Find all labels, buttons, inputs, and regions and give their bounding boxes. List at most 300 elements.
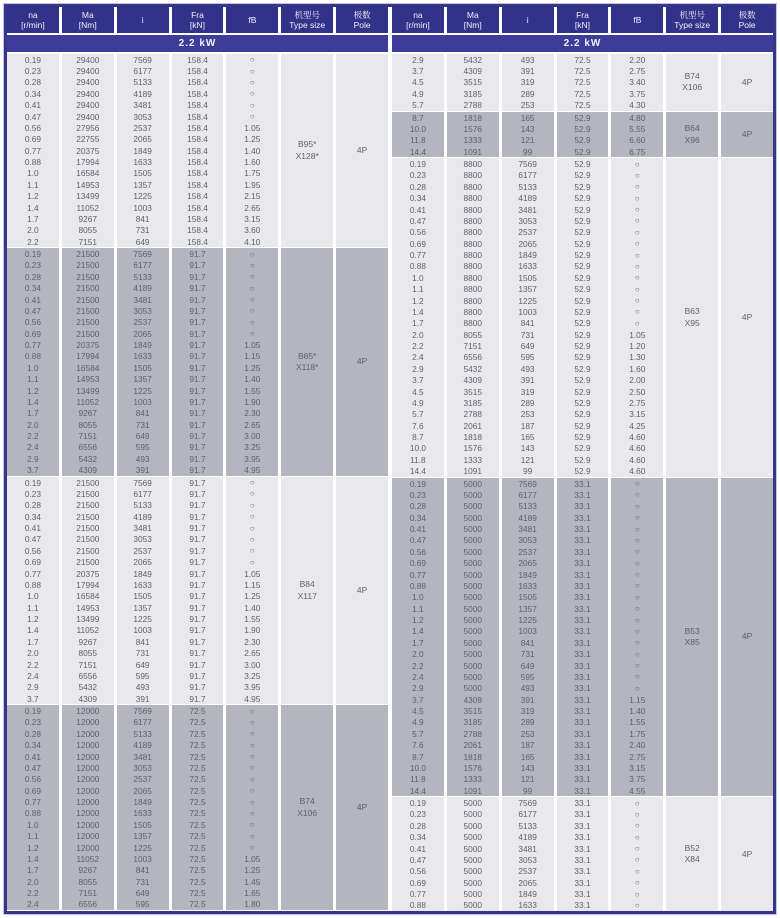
ma-cell: 5000 xyxy=(463,877,482,888)
fb-cell: 2.30 xyxy=(244,408,261,419)
fra-cell: 52.9 xyxy=(574,227,591,238)
na-cell: 0.69 xyxy=(24,328,41,339)
ma-cell: 5432 xyxy=(78,453,97,464)
i-cell: 5133 xyxy=(133,77,152,88)
fb-cell: ○ xyxy=(249,797,255,807)
fb-cell: ○ xyxy=(634,683,640,693)
fb-cell: ○ xyxy=(249,77,255,87)
fra-cell: 33.1 xyxy=(574,843,591,854)
na-cell: 0.77 xyxy=(24,797,41,808)
i-cell: 1505 xyxy=(133,168,152,179)
fb-cell: ○ xyxy=(634,159,640,169)
fb-cell: ○ xyxy=(634,649,640,659)
gear-block xyxy=(392,158,773,477)
i-cell: 4189 xyxy=(133,283,152,294)
i-cell: 1633 xyxy=(518,580,537,591)
na-cell: 0.41 xyxy=(409,843,426,854)
i-cell: 493 xyxy=(135,682,150,693)
i-cell: 2065 xyxy=(518,238,537,249)
fb-cell: ○ xyxy=(249,55,255,65)
i-cell: 841 xyxy=(135,865,150,876)
fra-cell: 158.4 xyxy=(187,145,208,156)
fb-cell: ○ xyxy=(249,706,255,716)
fb-cell: 1.25 xyxy=(244,865,261,876)
pole-label: 4P xyxy=(356,584,368,595)
ma-cell: 14953 xyxy=(76,374,100,385)
fb-cell: ○ xyxy=(249,295,255,305)
na-column xyxy=(392,158,444,477)
ma-cell: 21500 xyxy=(76,511,100,522)
ma-cell: 6556 xyxy=(78,899,97,910)
ma-cell: 29400 xyxy=(76,54,100,65)
ma-cell: 21500 xyxy=(76,305,100,316)
na-cell: 1.1 xyxy=(412,603,424,614)
ma-cell: 7151 xyxy=(78,888,97,899)
na-cell: 4.5 xyxy=(412,386,424,397)
i-cell: 391 xyxy=(520,66,535,77)
spec-table-right xyxy=(392,7,773,911)
ma-cell: 8800 xyxy=(463,318,482,329)
ma-cell: 8800 xyxy=(463,204,482,215)
ma-cell: 12000 xyxy=(76,717,100,728)
ma-cell: 20375 xyxy=(76,340,100,351)
fb-cell: 1.65 xyxy=(244,888,261,899)
type-size-cell xyxy=(281,54,333,247)
fb-cell: 2.65 xyxy=(244,419,261,430)
na-cell: 0.56 xyxy=(24,545,41,556)
ma-column xyxy=(447,54,499,111)
ma-cell: 5000 xyxy=(463,524,482,535)
fra-cell: 52.9 xyxy=(574,341,591,352)
i-cell: 3481 xyxy=(133,523,152,534)
i-cell: 1003 xyxy=(133,625,152,636)
na-cell: 4.9 xyxy=(412,717,424,728)
i-cell: 4189 xyxy=(133,511,152,522)
na-cell: 0.19 xyxy=(24,706,41,717)
ma-cell: 1333 xyxy=(463,454,482,465)
fb-cell: ○ xyxy=(634,250,640,260)
na-cell: 2.2 xyxy=(27,431,39,442)
spec-table-left xyxy=(7,7,388,911)
pole-label: 4P xyxy=(356,802,368,813)
fra-column xyxy=(172,54,224,247)
ma-cell: 1818 xyxy=(463,751,482,762)
fb-column xyxy=(611,478,663,797)
na-cell: 4.5 xyxy=(412,77,424,88)
pole-cell xyxy=(721,478,773,797)
ma-cell: 3515 xyxy=(463,706,482,717)
na-cell: 1.1 xyxy=(27,374,39,385)
na-cell: 0.69 xyxy=(24,785,41,796)
ma-cell: 1091 xyxy=(463,466,482,477)
ma-cell: 12000 xyxy=(76,728,100,739)
i-cell: 121 xyxy=(520,454,535,465)
fra-cell: 72.5 xyxy=(574,54,591,65)
i-cell: 5133 xyxy=(133,271,152,282)
fra-cell: 33.1 xyxy=(574,809,591,820)
i-cell: 731 xyxy=(520,649,535,660)
fra-cell: 52.9 xyxy=(574,181,591,192)
ma-cell: 16584 xyxy=(76,591,100,602)
na-cell: 2.4 xyxy=(412,352,424,363)
ma-cell: 8800 xyxy=(463,306,482,317)
type-size-line: B63 xyxy=(684,306,700,317)
fra-cell: 33.1 xyxy=(574,854,591,865)
fb-cell: ○ xyxy=(634,878,640,888)
fb-cell: ○ xyxy=(634,296,640,306)
ma-cell: 21500 xyxy=(76,500,100,511)
column-header-ma xyxy=(62,7,114,33)
fb-cell: ○ xyxy=(249,763,255,773)
fb-cell: ○ xyxy=(634,307,640,317)
fra-cell: 158.4 xyxy=(187,191,208,202)
fra-cell: 158.4 xyxy=(187,134,208,145)
i-cell: 3481 xyxy=(133,751,152,762)
fra-cell: 158.4 xyxy=(187,77,208,88)
pole-cell xyxy=(336,54,388,247)
ma-cell: 12000 xyxy=(76,762,100,773)
fb-column xyxy=(226,54,278,247)
fb-cell: ○ xyxy=(249,317,255,327)
fra-cell: 33.1 xyxy=(574,728,591,739)
na-cell: 0.41 xyxy=(24,294,41,305)
fra-cell: 91.7 xyxy=(189,557,206,568)
ma-cell: 8055 xyxy=(78,876,97,887)
gear-block xyxy=(7,477,388,705)
ma-cell: 21500 xyxy=(76,294,100,305)
column-header-line1: Ma xyxy=(81,9,94,20)
column-header-fra xyxy=(172,7,224,33)
i-cell: 595 xyxy=(520,671,535,682)
fra-column xyxy=(557,158,609,477)
ma-cell: 12000 xyxy=(76,785,100,796)
fb-cell: ○ xyxy=(634,809,640,819)
ma-cell: 5000 xyxy=(463,843,482,854)
fra-cell: 158.4 xyxy=(187,236,208,247)
ma-cell: 27956 xyxy=(76,122,100,133)
fb-cell: ○ xyxy=(249,786,255,796)
na-cell: 0.47 xyxy=(409,854,426,865)
column-header-line2: [r/min] xyxy=(406,20,430,30)
ma-cell: 21500 xyxy=(76,523,100,534)
na-cell: 0.34 xyxy=(409,832,426,843)
i-cell: 253 xyxy=(520,728,535,739)
ma-cell: 12000 xyxy=(76,842,100,853)
ma-cell: 5000 xyxy=(463,489,482,500)
type-size-line: X85 xyxy=(684,637,700,648)
fra-cell: 91.7 xyxy=(189,648,206,659)
fra-cell: 72.5 xyxy=(189,842,206,853)
fra-cell: 33.1 xyxy=(574,660,591,671)
na-column xyxy=(7,248,59,476)
i-cell: 493 xyxy=(135,453,150,464)
ma-cell: 13499 xyxy=(76,614,100,625)
fb-cell: 3.15 xyxy=(629,762,646,773)
table-frame xyxy=(4,4,776,914)
fb-cell: ○ xyxy=(634,261,640,271)
fra-cell: 91.7 xyxy=(189,568,206,579)
na-cell: 0.77 xyxy=(24,145,41,156)
na-cell: 1.4 xyxy=(27,853,39,864)
fb-cell: 3.00 xyxy=(244,431,261,442)
fra-cell: 91.7 xyxy=(189,317,206,328)
fra-cell: 91.7 xyxy=(189,591,206,602)
fb-cell: ○ xyxy=(249,112,255,122)
ma-cell: 2788 xyxy=(463,728,482,739)
ma-cell: 5432 xyxy=(78,682,97,693)
fra-cell: 33.1 xyxy=(574,751,591,762)
fb-cell: ○ xyxy=(634,318,640,328)
fb-cell: 1.40 xyxy=(244,374,261,385)
fb-cell: ○ xyxy=(634,821,640,831)
fra-cell: 91.7 xyxy=(189,523,206,534)
fb-cell: 4.25 xyxy=(629,420,646,431)
fb-cell: 6.75 xyxy=(629,146,646,157)
ma-cell: 21500 xyxy=(76,271,100,282)
fra-cell: 33.1 xyxy=(574,877,591,888)
i-column xyxy=(117,248,169,476)
ma-column xyxy=(447,158,499,477)
fra-column xyxy=(557,478,609,797)
table-body xyxy=(7,54,388,911)
fb-cell: 2.75 xyxy=(629,751,646,762)
fb-cell: ○ xyxy=(249,500,255,510)
fb-cell: 1.25 xyxy=(244,362,261,373)
ma-cell: 4309 xyxy=(78,693,97,704)
ma-cell: 1818 xyxy=(463,432,482,443)
ma-cell: 4309 xyxy=(78,465,97,476)
fb-cell: 5.55 xyxy=(629,123,646,134)
i-cell: 3053 xyxy=(133,534,152,545)
i-cell: 121 xyxy=(520,774,535,785)
i-cell: 649 xyxy=(135,431,150,442)
ma-cell: 8055 xyxy=(78,648,97,659)
i-cell: 121 xyxy=(520,135,535,146)
fb-cell: 2.00 xyxy=(629,375,646,386)
fra-cell: 91.7 xyxy=(189,442,206,453)
ma-cell: 21500 xyxy=(76,557,100,568)
i-cell: 143 xyxy=(520,443,535,454)
fb-column xyxy=(611,158,663,477)
fra-cell: 33.1 xyxy=(574,649,591,660)
fra-cell: 91.7 xyxy=(189,579,206,590)
fb-cell: 4.95 xyxy=(244,693,261,704)
pole-cell xyxy=(336,705,388,910)
type-size-cell xyxy=(666,54,718,111)
ma-column xyxy=(62,477,114,705)
i-cell: 595 xyxy=(135,899,150,910)
ma-cell: 29400 xyxy=(76,77,100,88)
column-header-line2: [r/min] xyxy=(21,20,45,30)
na-cell: 0.77 xyxy=(409,250,426,261)
fb-cell: ○ xyxy=(249,740,255,750)
fra-cell: 33.1 xyxy=(574,740,591,751)
fra-cell: 33.1 xyxy=(574,762,591,773)
column-header-line2: [Nm] xyxy=(463,20,482,30)
fb-cell: 3.95 xyxy=(244,682,261,693)
fra-cell: 52.9 xyxy=(574,386,591,397)
fra-cell: 91.7 xyxy=(189,614,206,625)
na-cell: 0.28 xyxy=(24,77,41,88)
fra-cell: 33.1 xyxy=(574,501,591,512)
fb-cell: 4.55 xyxy=(629,785,646,796)
fb-column xyxy=(611,797,663,911)
na-cell: 1.2 xyxy=(412,615,424,626)
na-cell: 0.56 xyxy=(24,317,41,328)
ma-cell: 6556 xyxy=(78,670,97,681)
fra-cell: 91.7 xyxy=(189,328,206,339)
fra-cell: 91.7 xyxy=(189,419,206,430)
fra-cell: 52.9 xyxy=(574,454,591,465)
ma-cell: 5000 xyxy=(463,592,482,603)
fb-cell: 1.95 xyxy=(244,179,261,190)
na-cell: 7.6 xyxy=(412,740,424,751)
fra-column xyxy=(557,112,609,158)
na-cell: 1.2 xyxy=(27,191,39,202)
fra-cell: 72.5 xyxy=(189,751,206,762)
na-cell: 2.0 xyxy=(27,876,39,887)
fra-cell: 33.1 xyxy=(574,820,591,831)
na-cell: 0.88 xyxy=(409,261,426,272)
fra-cell: 91.7 xyxy=(189,534,206,545)
i-cell: 1849 xyxy=(518,569,537,580)
i-cell: 143 xyxy=(520,762,535,773)
ma-cell: 5000 xyxy=(463,512,482,523)
ma-cell: 12000 xyxy=(76,831,100,842)
i-cell: 2537 xyxy=(133,545,152,556)
fra-cell: 52.9 xyxy=(574,318,591,329)
fra-cell: 72.5 xyxy=(189,876,206,887)
type-size-line: B53 xyxy=(684,625,700,636)
fb-cell: 4.60 xyxy=(629,466,646,477)
na-cell: 4.9 xyxy=(412,397,424,408)
na-cell: 0.47 xyxy=(409,535,426,546)
i-cell: 2537 xyxy=(133,774,152,785)
column-header-type xyxy=(666,7,718,33)
ma-cell: 7151 xyxy=(78,659,97,670)
i-cell: 1505 xyxy=(518,592,537,603)
fb-cell: ○ xyxy=(634,672,640,682)
fb-cell: ○ xyxy=(634,547,640,557)
fb-cell: 1.15 xyxy=(244,579,261,590)
i-cell: 187 xyxy=(520,740,535,751)
i-cell: 1003 xyxy=(133,202,152,213)
i-cell: 3053 xyxy=(133,111,152,122)
i-cell: 5133 xyxy=(133,500,152,511)
i-cell: 2065 xyxy=(133,328,152,339)
ma-cell: 22755 xyxy=(76,134,100,145)
ma-cell: 5000 xyxy=(463,626,482,637)
fra-cell: 52.9 xyxy=(574,170,591,181)
ma-cell: 14953 xyxy=(76,602,100,613)
fra-cell: 91.7 xyxy=(189,682,206,693)
fra-cell: 91.7 xyxy=(189,408,206,419)
na-cell: 2.4 xyxy=(27,670,39,681)
i-cell: 7569 xyxy=(133,706,152,717)
ma-cell: 5000 xyxy=(463,501,482,512)
fra-cell: 72.5 xyxy=(189,728,206,739)
fra-cell: 52.9 xyxy=(574,112,591,123)
fra-cell: 33.1 xyxy=(574,580,591,591)
i-cell: 1225 xyxy=(518,295,537,306)
i-cell: 493 xyxy=(520,54,535,65)
i-cell: 7569 xyxy=(133,54,152,65)
pole-label: 4P xyxy=(741,128,753,139)
na-cell: 0.23 xyxy=(24,260,41,271)
fb-cell: ○ xyxy=(249,478,255,488)
fra-cell: 91.7 xyxy=(189,249,206,260)
type-size-cell xyxy=(281,477,333,705)
column-header-fb xyxy=(226,7,278,33)
i-cell: 649 xyxy=(135,236,150,247)
ma-cell: 8800 xyxy=(463,159,482,170)
fb-cell: ○ xyxy=(249,523,255,533)
column-header-line2: Type size xyxy=(674,20,711,30)
ma-cell: 29400 xyxy=(76,88,100,99)
i-cell: 6177 xyxy=(133,66,152,77)
i-cell: 165 xyxy=(520,432,535,443)
power-band: 2.2 kW xyxy=(7,35,388,52)
i-cell: 2537 xyxy=(133,122,152,133)
fb-cell: ○ xyxy=(634,535,640,545)
i-cell: 5133 xyxy=(518,181,537,192)
i-cell: 2065 xyxy=(133,785,152,796)
na-cell: 0.47 xyxy=(24,111,41,122)
na-cell: 0.34 xyxy=(409,193,426,204)
pole-label: 4P xyxy=(356,144,368,155)
i-cell: 841 xyxy=(520,637,535,648)
na-cell: 0.28 xyxy=(24,500,41,511)
fb-cell: 1.25 xyxy=(244,591,261,602)
fb-cell: ○ xyxy=(634,170,640,180)
na-cell: 4.5 xyxy=(412,706,424,717)
i-cell: 1505 xyxy=(133,591,152,602)
i-cell: 99 xyxy=(523,785,533,796)
type-size-line: B85* xyxy=(297,350,317,361)
column-header-line1: i xyxy=(141,14,144,25)
type-size-cell xyxy=(281,705,333,910)
fb-cell: 1.45 xyxy=(244,876,261,887)
ma-cell: 4309 xyxy=(463,66,482,77)
na-cell: 0.56 xyxy=(409,227,426,238)
fra-cell: 33.1 xyxy=(574,558,591,569)
type-size-line: X128* xyxy=(295,150,319,161)
fra-cell: 91.7 xyxy=(189,351,206,362)
na-cell: 0.23 xyxy=(409,489,426,500)
fra-column xyxy=(172,248,224,476)
i-cell: 1633 xyxy=(518,261,537,272)
i-cell: 1849 xyxy=(133,145,152,156)
i-cell: 1357 xyxy=(518,284,537,295)
fb-cell: 1.40 xyxy=(244,602,261,613)
ma-cell: 5000 xyxy=(463,820,482,831)
type-size-line: B74 xyxy=(299,796,315,807)
i-cell: 1633 xyxy=(133,808,152,819)
i-cell: 5133 xyxy=(518,501,537,512)
fra-cell: 91.7 xyxy=(189,396,206,407)
na-cell: 0.69 xyxy=(24,557,41,568)
fra-cell: 91.7 xyxy=(189,693,206,704)
ma-column xyxy=(447,112,499,158)
fb-cell: ○ xyxy=(249,100,255,110)
column-header-fb xyxy=(611,7,663,33)
i-cell: 731 xyxy=(135,225,150,236)
ma-cell: 8800 xyxy=(463,272,482,283)
i-cell: 319 xyxy=(520,77,535,88)
fra-cell: 91.7 xyxy=(189,362,206,373)
fra-cell: 72.5 xyxy=(574,77,591,88)
ma-column xyxy=(447,797,499,911)
